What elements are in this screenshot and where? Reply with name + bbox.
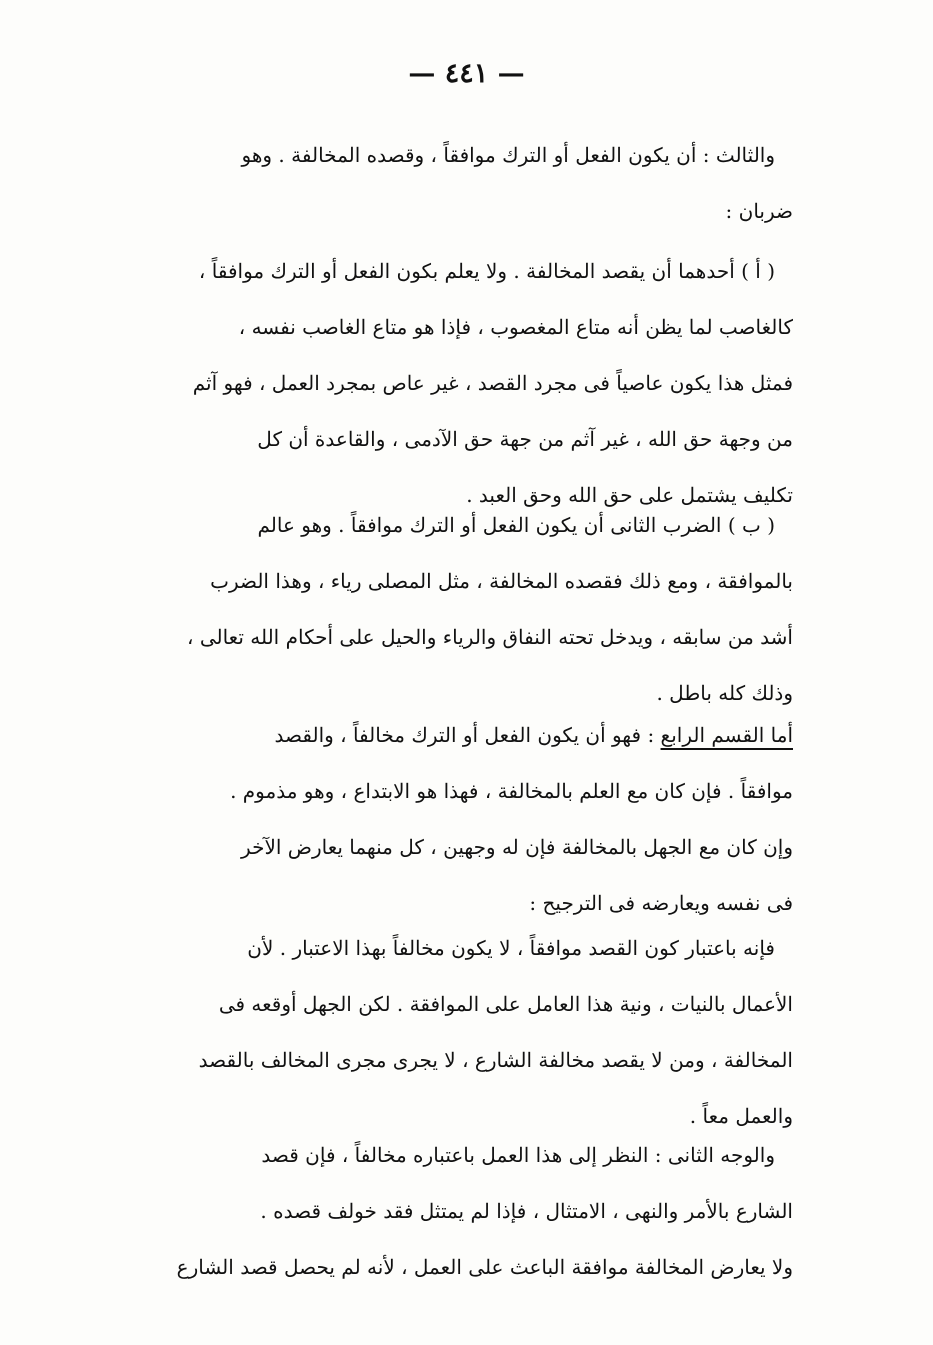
section-heading: أما القسم الرابع [660, 723, 793, 747]
text-line: وإن كان مع الجهل بالمخالفة فإن له وجهين ، كل منهما يعارض الآخر [241, 835, 793, 859]
paragraph-second-kind [141, 497, 793, 721]
text-line: المخالفة ، ومن لا يقصد مخالفة الشارع ، لا يجرى مجرى المخالف بالقصد [198, 1048, 793, 1072]
text-line: الشارع بالأمر والنهى ، الامتثال ، فإذا لم يمتثل فقد خولف قصده . [260, 1199, 793, 1223]
text-line: كالغاصب لما يظن أنه متاع المغصوب ، فإذا هو متاع الغاصب نفسه ، [238, 315, 793, 339]
paragraph-second-aspect [141, 1127, 793, 1295]
text-line: ( ب ) الضرب الثانى أن يكون الفعل أو الترك موافقاً . وهو عالم [257, 513, 775, 537]
text-line: والعمل معاً . [689, 1104, 793, 1128]
text-line: ( أ ) أحدهما أن يقصد المخالفة . ولا يعلم بكون الفعل أو الترك موافقاً ، [198, 259, 775, 283]
text-line: فمثل هذا يكون عاصياً فى مجرد القصد ، غير عاص بمجرد العمل ، فهو آثم [192, 371, 793, 395]
paragraph-first-aspect [141, 920, 793, 1144]
text-line [141, 707, 793, 763]
text-fragment: : فهو أن يكون الفعل أو الترك مخالفاً ، والقصد [274, 723, 661, 747]
text-line: ضربان : [725, 199, 793, 223]
text-line: موافقاً . فإن كان مع العلم بالمخالفة ، فهذا هو الابتداع ، وهو مذموم . [230, 779, 793, 803]
paragraph-third-type [141, 127, 793, 239]
text-line: تكليف يشتمل على حق الله وحق العبد . [466, 483, 793, 507]
text-line: والوجه الثانى : النظر إلى هذا العمل باعتباره مخالفاً ، فإن قصد [261, 1143, 775, 1167]
text-line: والثالث : أن يكون الفعل أو الترك موافقاً ، وقصده المخالفة . وهو [241, 143, 775, 167]
text-line: بالموافقة ، ومع ذلك فقصده المخالفة ، مثل المصلى رياء ، وهذا الضرب [210, 569, 793, 593]
paragraph-fourth-section [141, 707, 793, 931]
paragraph-first-kind [141, 243, 793, 523]
text-line: فإنه باعتبار كون القصد موافقاً ، لا يكون مخالفاً بهذا الاعتبار . لأن [247, 936, 775, 960]
text-line: أشد من سابقه ، ويدخل تحته النفاق والرياء والحيل على أحكام الله تعالى ، [187, 625, 793, 649]
text-line: ولا يعارض المخالفة موافقة الباعث على العمل ، لأنه لم يحصل قصد الشارع [176, 1255, 793, 1279]
page-number: — ٤٤١ — [408, 58, 525, 89]
text-line: من وجهة حق الله ، غير آثم من جهة حق الآدمى ، والقاعدة أن كل [257, 427, 793, 451]
text-line: الأعمال بالنيات ، ونية هذا العامل على الموافقة . لكن الجهل أوقعه فى [218, 992, 793, 1016]
text-line: فى نفسه ويعارضه فى الترجيح : [529, 891, 793, 915]
text-line: وذلك كله باطل . [656, 681, 793, 705]
